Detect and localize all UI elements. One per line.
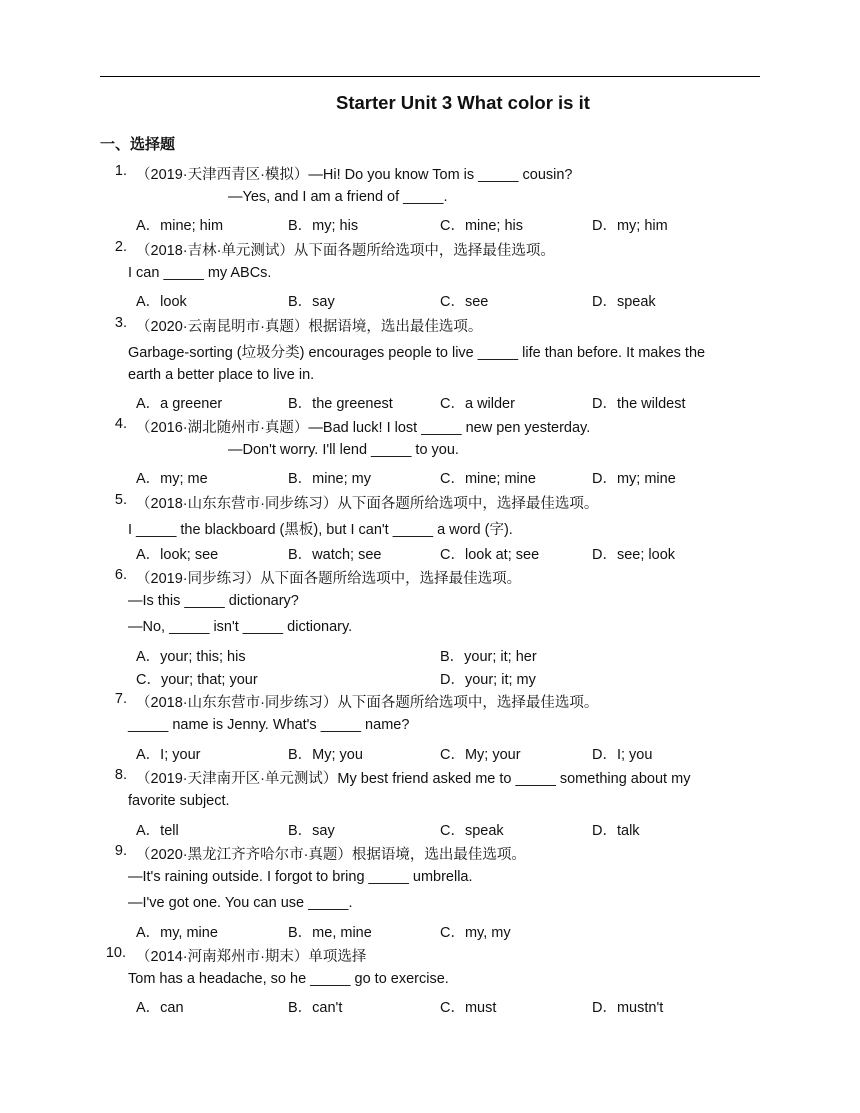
answer-option-a[interactable]: A．look [136, 294, 187, 310]
question-number: 2. [114, 239, 127, 255]
question-stem: （2018·山东东营市·同步练习）从下面各题所给选项中，选择最佳选项。 [136, 496, 599, 512]
question-text-line: I can _____ my ABCs. [128, 265, 272, 281]
answer-option-d[interactable]: D．talk [592, 823, 640, 839]
answer-option-c[interactable]: C．mine; mine [440, 471, 536, 487]
question-text-line: —Is this _____ dictionary? [128, 593, 299, 609]
answer-option-c[interactable]: C．mine; his [440, 218, 523, 234]
question-number: 4. [114, 416, 127, 432]
answer-option-d[interactable]: D．see; look [592, 547, 676, 563]
question-number: 3. [114, 315, 127, 331]
answer-option-c[interactable]: C．see [440, 294, 489, 310]
answer-option-b[interactable]: B．mine; my [288, 471, 371, 487]
answer-option-a[interactable]: A．your; this; his [136, 649, 246, 665]
answer-option-b[interactable]: B．My; you [288, 747, 363, 763]
question-number: 8. [114, 767, 127, 783]
answer-option-c[interactable]: C．your; that; your [136, 672, 258, 688]
answer-option-c[interactable]: C．must [440, 1000, 497, 1016]
question-stem: （2019·同步练习）从下面各题所给选项中，选择最佳选项。 [136, 571, 522, 587]
question-stem: （2020·云南昆明市·真题）根据语境，选出最佳选项。 [136, 319, 483, 335]
answer-option-a[interactable]: A．I; your [136, 747, 201, 763]
answer-option-d[interactable]: D．mustn't [592, 1000, 664, 1016]
question-number: 9. [114, 843, 127, 859]
question-stem: （2016·湖北随州市·真题）—Bad luck! I lost _____ new pen yesterday. [136, 420, 591, 436]
answer-option-a[interactable]: A．tell [136, 823, 179, 839]
answer-option-b[interactable]: B．say [288, 823, 335, 839]
question-number: 10. [105, 945, 126, 961]
question-number: 7. [114, 691, 127, 707]
section-heading: 一、选择题 [100, 136, 176, 153]
question-text-line: favorite subject. [128, 793, 230, 809]
answer-option-d[interactable]: D．I; you [592, 747, 653, 763]
question-stem: （2019·天津南开区·单元测试）My best friend asked me to _____ something about my [136, 771, 691, 787]
answer-option-a[interactable]: A．a greener [136, 396, 223, 412]
question-text-line: I _____ the blackboard (黑板), but I can't _____ a word (字). [128, 522, 513, 538]
question-text-line: earth a better place to live in. [128, 367, 315, 383]
question-stem: （2018·山东东营市·同步练习）从下面各题所给选项中，选择最佳选项。 [136, 695, 599, 711]
answer-option-d[interactable]: D．my; mine [592, 471, 676, 487]
question-text-line: _____ name is Jenny. What's _____ name? [128, 717, 410, 733]
answer-option-b[interactable]: B．the greenest [288, 396, 393, 412]
answer-option-d[interactable]: D．your; it; my [440, 672, 536, 688]
question-text-line: —Don't worry. I'll lend _____ to you. [228, 442, 459, 458]
answer-option-a[interactable]: A．mine; him [136, 218, 224, 234]
answer-option-d[interactable]: D．the wildest [592, 396, 686, 412]
answer-option-a[interactable]: A．my; me [136, 471, 208, 487]
answer-option-a[interactable]: A．can [136, 1000, 184, 1016]
question-number: 6. [114, 567, 127, 583]
question-text-line: Garbage-sorting (垃圾分类) encourages people to live _____ life than before. It makes the [128, 345, 706, 361]
answer-option-d[interactable]: D．my; him [592, 218, 668, 234]
answer-option-d[interactable]: D．speak [592, 294, 656, 310]
answer-option-b[interactable]: B．your; it; her [440, 649, 537, 665]
question-stem: （2020·黑龙江齐齐哈尔市·真题）根据语境，选出最佳选项。 [136, 847, 526, 863]
question-text-line: —It's raining outside. I forgot to bring _____ umbrella. [128, 869, 473, 885]
answer-option-a[interactable]: A．my, mine [136, 925, 218, 941]
question-stem: （2019·天津西青区·模拟）—Hi! Do you know Tom is _____ cousin? [136, 167, 573, 183]
question-number: 1. [114, 163, 127, 179]
answer-option-c[interactable]: C．My; your [440, 747, 521, 763]
answer-option-b[interactable]: B．watch; see [288, 547, 382, 563]
answer-option-c[interactable]: C．a wilder [440, 396, 515, 412]
question-text-line: —No, _____ isn't _____ dictionary. [128, 619, 353, 635]
question-text-line: Tom has a headache, so he _____ go to exercise. [128, 971, 449, 987]
question-number: 5. [114, 492, 127, 508]
answer-option-c[interactable]: C．speak [440, 823, 504, 839]
question-text-line: —Yes, and I am a friend of _____. [228, 189, 448, 205]
question-stem: （2014·河南郑州市·期末）单项选择 [136, 949, 367, 965]
answer-option-c[interactable]: C．look at; see [440, 547, 540, 563]
page-title: Starter Unit 3 What color is it [336, 92, 590, 113]
answer-option-b[interactable]: B．me, mine [288, 925, 372, 941]
answer-option-b[interactable]: B．say [288, 294, 335, 310]
answer-option-b[interactable]: B．can't [288, 1000, 343, 1016]
question-stem: （2018·吉林·单元测试）从下面各题所给选项中，选择最佳选项。 [136, 243, 555, 259]
answer-option-a[interactable]: A．look; see [136, 547, 219, 563]
answer-option-b[interactable]: B．my; his [288, 218, 359, 234]
question-text-line: —I've got one. You can use _____. [128, 895, 353, 911]
answer-option-c[interactable]: C．my, my [440, 925, 511, 941]
header-rule [100, 76, 760, 77]
